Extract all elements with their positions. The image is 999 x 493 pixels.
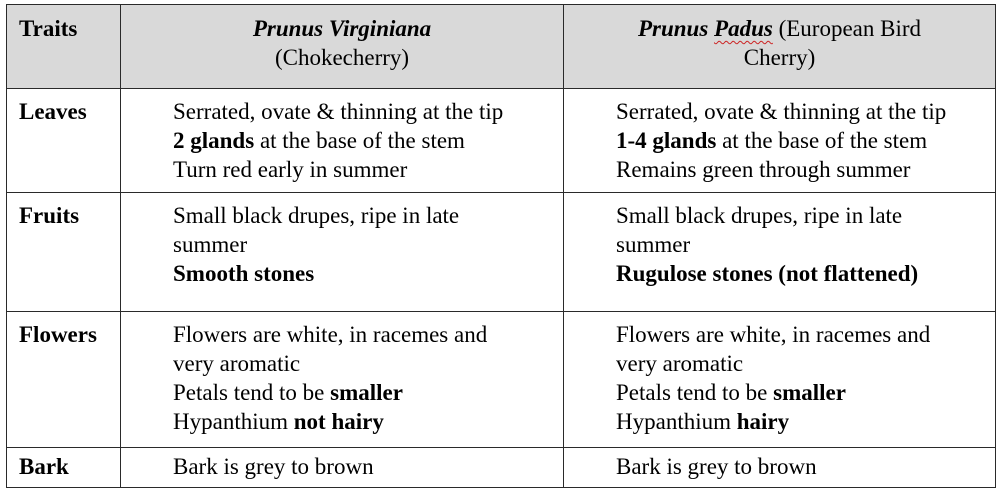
common-name-european-bird: (European Bird xyxy=(772,16,922,41)
flowers-a-line-4: Hypanthium xyxy=(173,408,294,434)
header-prunus-padus xyxy=(564,5,996,89)
fruits-a-stones: Smooth stones xyxy=(173,261,315,287)
fruits-b-stones: Rugulose stones (not flattened) xyxy=(616,261,919,287)
species-name-padus: Padus xyxy=(714,16,773,41)
bark-padus xyxy=(564,447,996,487)
bark-a-line-1: Bark is grey to brown xyxy=(173,453,374,479)
fruits-b-line-1: Small black drupes, ripe in late xyxy=(616,203,903,229)
flowers-b-line-1: Flowers are white, in racemes and xyxy=(616,321,931,347)
fruits-b-line-2: summer xyxy=(616,232,691,258)
common-name-cherry: Cherry) xyxy=(743,45,816,70)
flowers-b-petals-size: smaller xyxy=(773,379,846,405)
flowers-padus xyxy=(564,311,996,447)
flowers-b-hypanthium: hairy xyxy=(736,408,790,434)
comparison-table-container xyxy=(6,4,995,488)
common-name-chokecherry: (Chokecherry) xyxy=(274,45,410,70)
leaves-a-line-2: at the base of the stem xyxy=(254,128,465,154)
leaves-a-line-3: Turn red early in summer xyxy=(173,157,408,183)
leaves-b-line-1: Serrated, ovate & thinning at the tip xyxy=(616,99,947,125)
leaves-b-line-2: at the base of the stem xyxy=(716,128,928,154)
trait-bark: Bark xyxy=(7,447,121,487)
flowers-a-line-3: Petals tend to be xyxy=(173,379,331,405)
row-bark xyxy=(7,447,996,487)
fruits-a-line-1: Small black drupes, ripe in late xyxy=(173,203,460,229)
flowers-a-line-1: Flowers are white, in racemes and xyxy=(173,321,488,347)
leaves-virginiana xyxy=(121,89,564,193)
trait-flowers: Flowers xyxy=(7,311,121,447)
leaves-b-line-3: Remains green through summer xyxy=(616,157,911,183)
bark-virginiana xyxy=(121,447,564,487)
row-leaves xyxy=(7,89,996,193)
header-traits: Traits xyxy=(7,5,121,89)
species-name-padus-prefix: Prunus xyxy=(637,16,715,41)
flowers-b-line-2: very aromatic xyxy=(616,350,744,376)
flowers-a-petals-size: smaller xyxy=(330,379,403,405)
flowers-a-hypanthium: not hairy xyxy=(293,408,384,434)
leaves-a-line-1: Serrated, ovate & thinning at the tip xyxy=(173,99,504,125)
header-row xyxy=(7,5,996,89)
flowers-b-line-3: Petals tend to be xyxy=(616,379,774,405)
fruits-padus xyxy=(564,193,996,311)
flowers-b-line-4: Hypanthium xyxy=(616,408,737,434)
trait-leaves: Leaves xyxy=(7,89,121,193)
row-flowers xyxy=(7,311,996,447)
flowers-virginiana xyxy=(121,311,564,447)
species-name-virginiana: Prunus Virginiana xyxy=(252,16,432,41)
header-prunus-virginiana xyxy=(121,5,564,89)
leaves-a-glands: 2 glands xyxy=(173,128,255,154)
bark-b-line-1: Bark is grey to brown xyxy=(616,453,817,479)
leaves-b-glands: 1-4 glands xyxy=(616,128,717,154)
row-fruits xyxy=(7,193,996,311)
flowers-a-line-2: very aromatic xyxy=(173,350,301,376)
trait-fruits: Fruits xyxy=(7,193,121,311)
fruits-a-line-2: summer xyxy=(173,232,248,258)
prunus-comparison-table xyxy=(6,4,996,488)
leaves-padus xyxy=(564,89,996,193)
fruits-virginiana xyxy=(121,193,564,311)
